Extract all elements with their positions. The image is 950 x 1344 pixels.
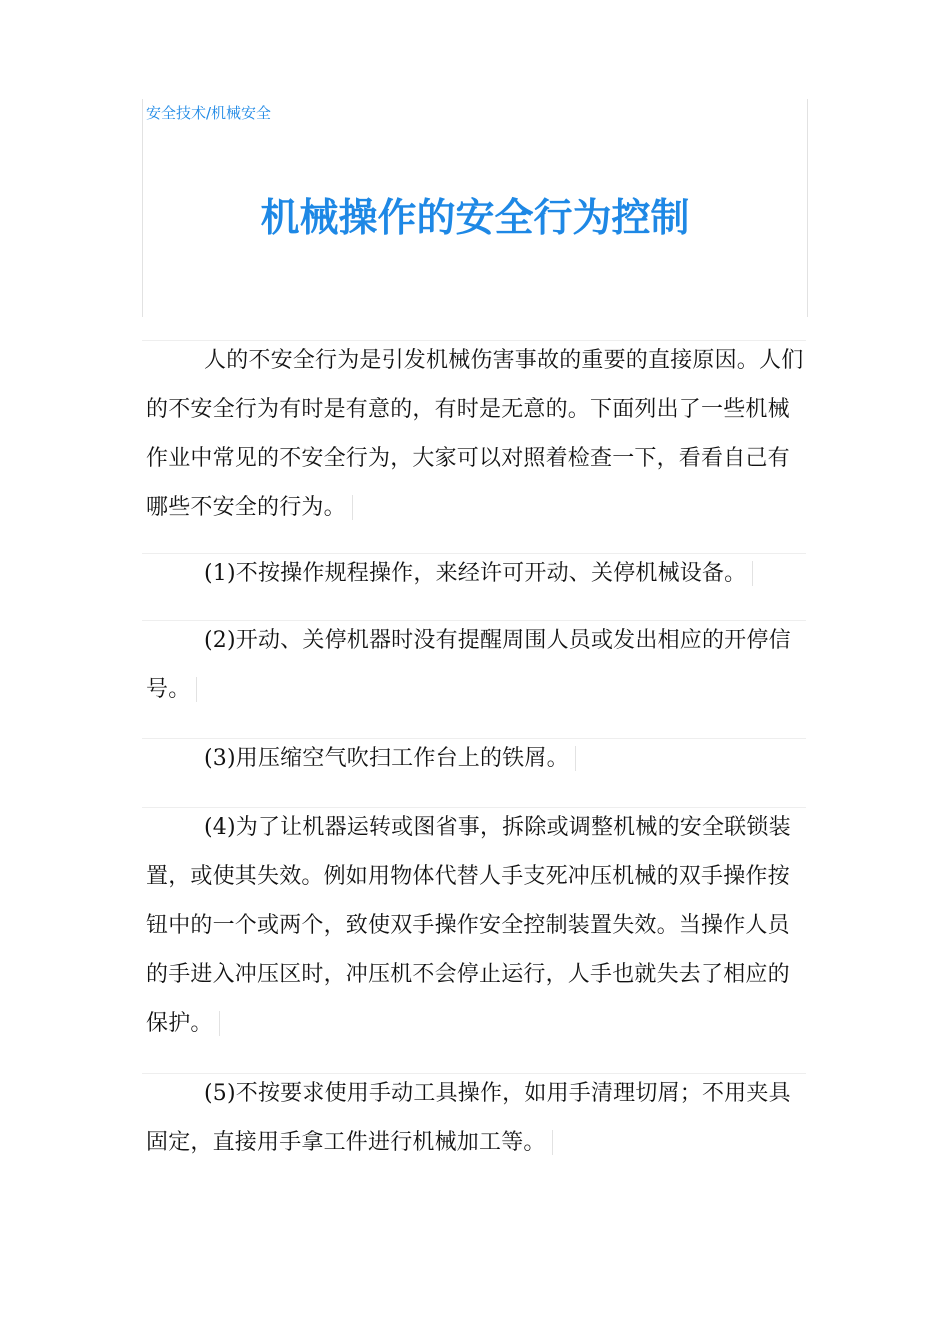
paragraph-item-2	[146, 616, 806, 714]
paragraph-text: (3)用压缩空气吹扫工作台上的铁屑。	[204, 746, 576, 771]
paragraph-text: (2)开动、关停机器时没有提醒周围人员或发出相应的开停信号。	[146, 628, 791, 702]
paragraph-item-3	[146, 734, 806, 783]
paragraph-text: (1)不按操作规程操作，来经许可开动、关停机械设备。	[204, 561, 753, 586]
category-label: 安全技术/机械安全	[146, 104, 272, 122]
paragraph-item-1	[146, 549, 806, 598]
paragraph-text: (4)为了让机器运转或图省事，拆除或调整机械的安全联锁装置，或使其失效。例如用物体代替人手支死冲压机械的双手操作按钮中的一个或两个，致使双手操作安全控制装置失效。当操作人员的手进入冲压区时，冲压机不会停止运行，人手也就失去了相应的保护。	[146, 815, 791, 1036]
paragraph-text: 人的不安全行为是引发机械伤害事故的重要的直接原因。人们的不安全行为有时是有意的，有时是无意的。下面列出了一些机械作业中常见的不安全行为，大家可以对照着检查一下，看看自己有哪些不安全的行为。	[146, 348, 804, 520]
paragraph-item-4	[146, 803, 806, 1048]
paragraph-text: (5)不按要求使用手动工具操作，如用手清理切屑；不用夹具固定，直接用手拿工件进行机械加工等。	[146, 1081, 791, 1155]
paragraph-intro	[146, 336, 806, 532]
page-title: 机械操作的安全行为控制	[260, 196, 690, 241]
paragraph-item-5	[146, 1069, 806, 1167]
